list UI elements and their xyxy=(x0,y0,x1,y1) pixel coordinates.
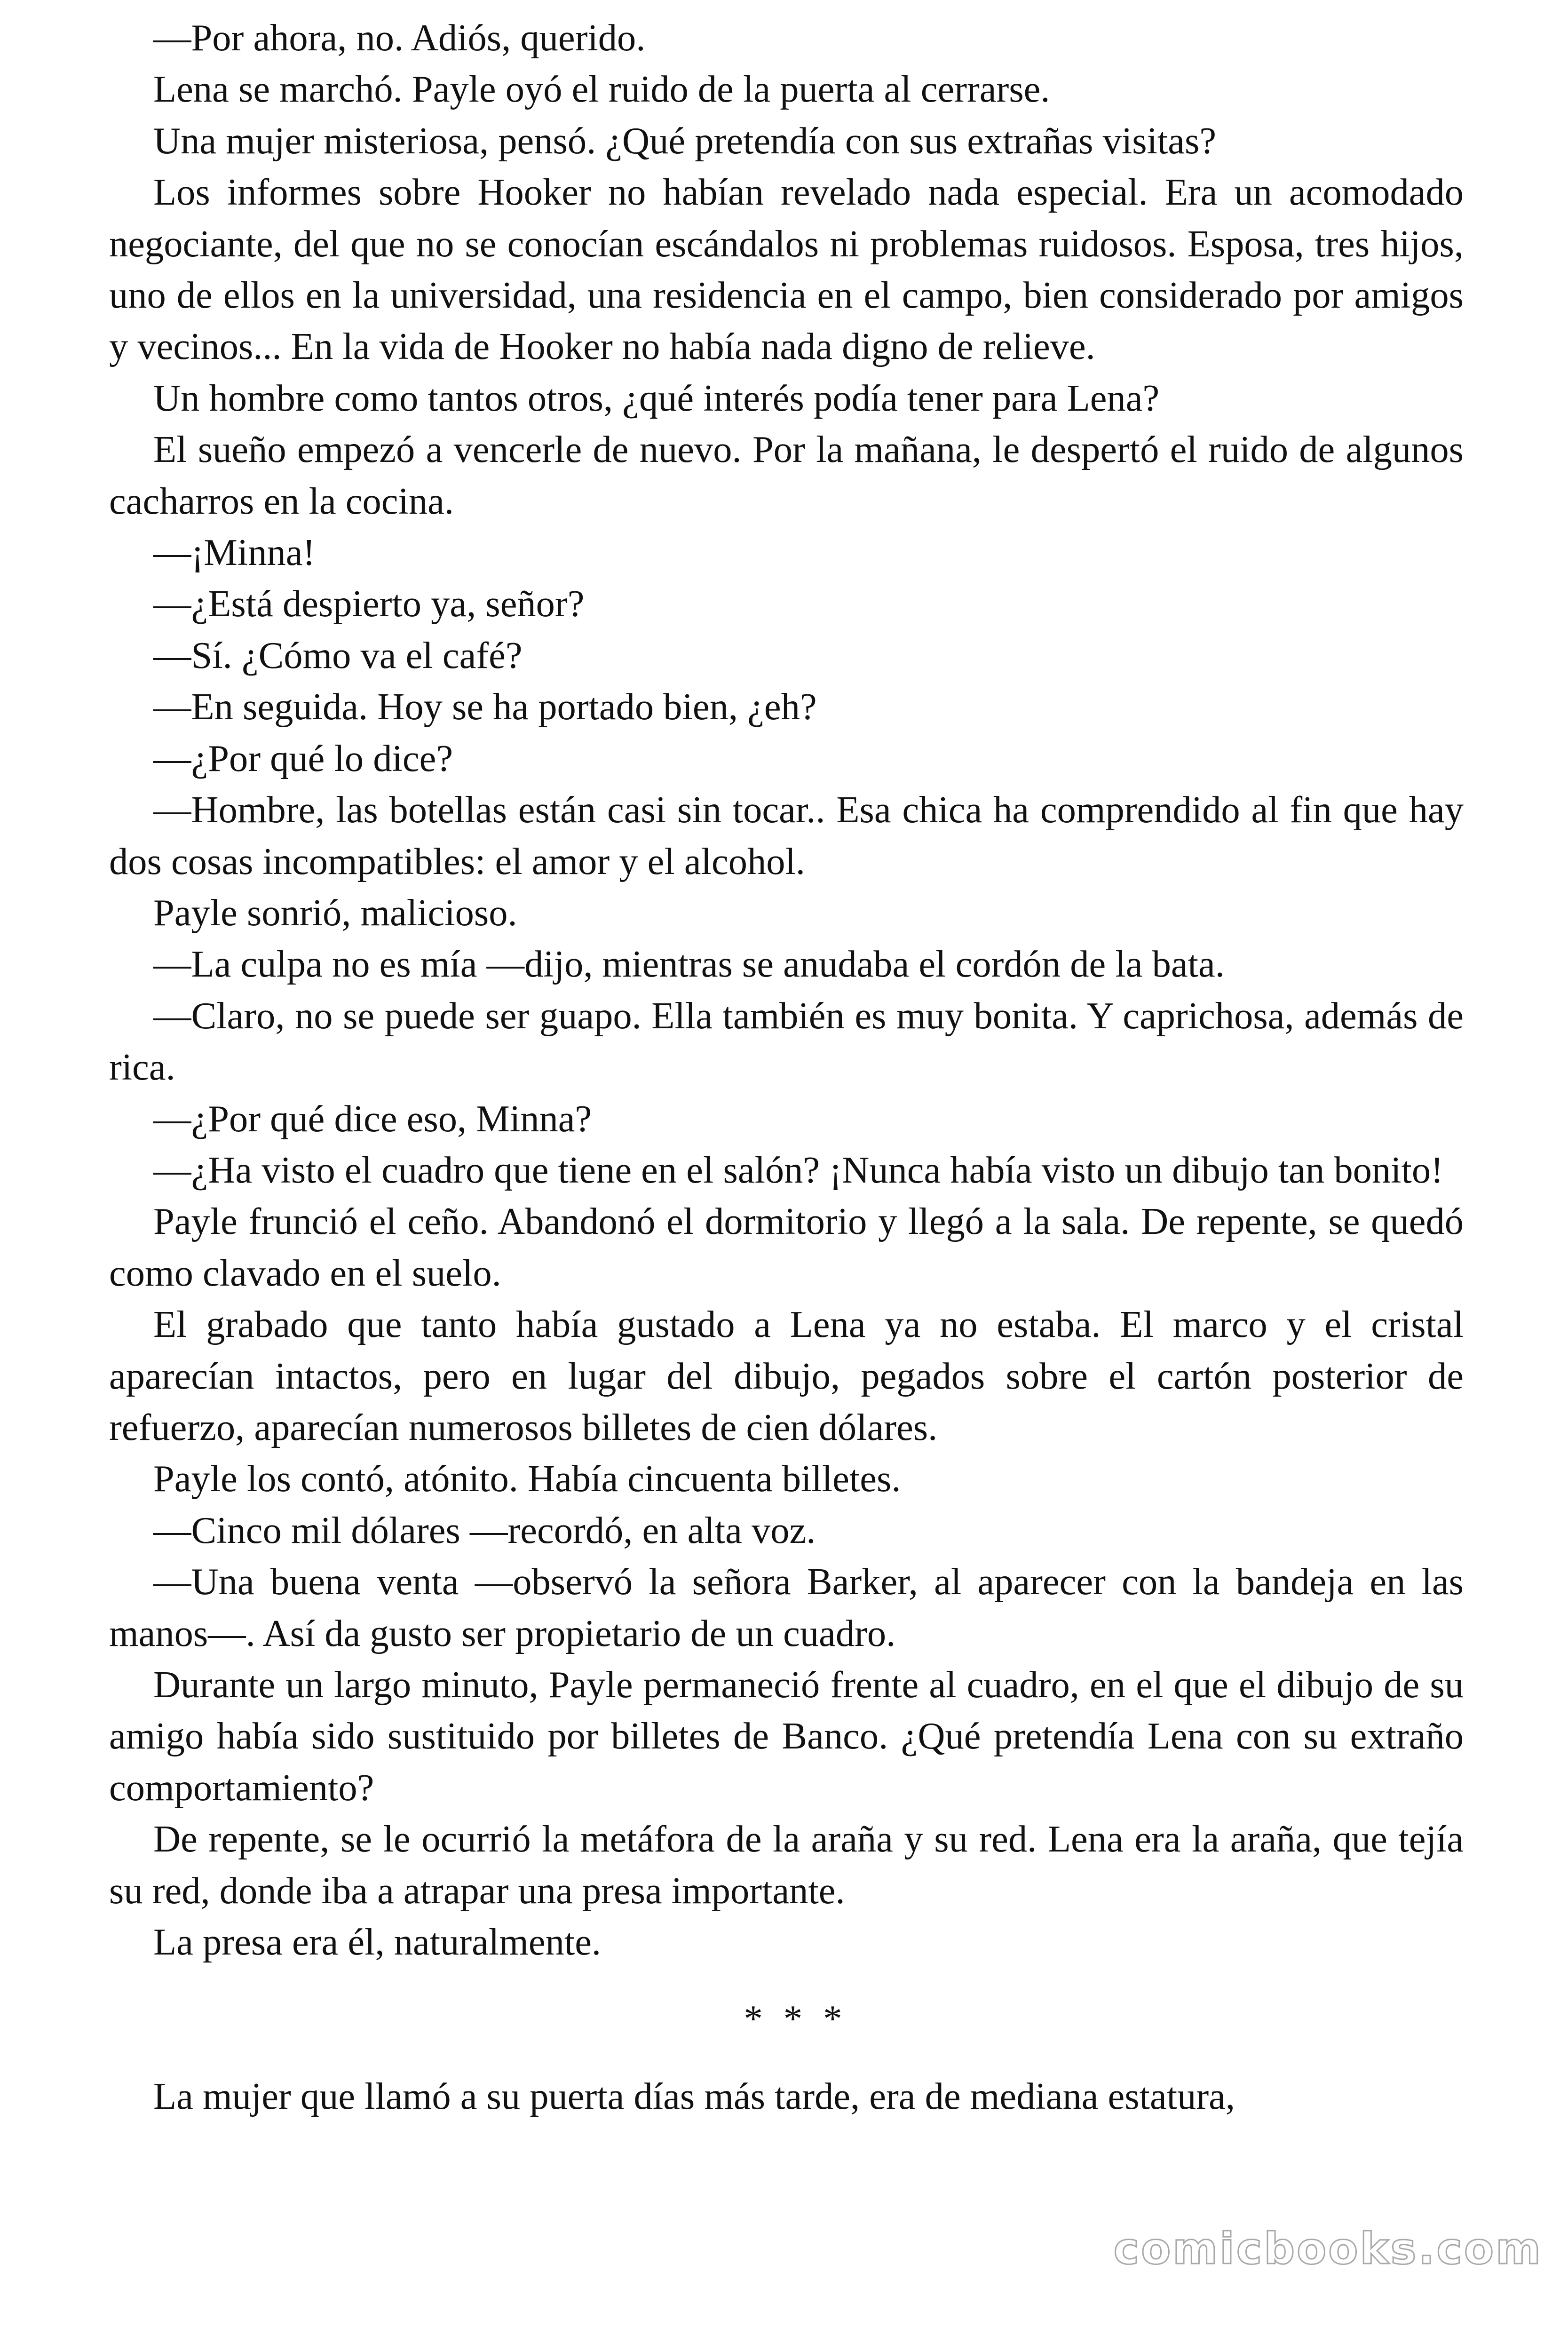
paragraph: —En seguida. Hoy se ha portado bien, ¿eh? xyxy=(153,686,817,728)
paragraph: Durante un largo minuto, Payle permaneció frente al cuadro, en el que el dibujo de su amigo había sido sustituido por billetes de Banco. ¿Qué pretendía Lena con su extraño comportamiento? xyxy=(109,1664,1464,1809)
paragraph: Payle los contó, atónito. Había cincuenta billetes. xyxy=(153,1458,901,1500)
paragraph: Payle sonrió, malicioso. xyxy=(153,891,517,934)
paragraph: Payle frunció el ceño. Abandonó el dormitorio y llegó a la sala. De repente, se quedó como clavado en el suelo. xyxy=(109,1200,1464,1294)
paragraph: El sueño empezó a vencerle de nuevo. Por la mañana, le despertó el ruido de algunos cacharros en la cocina. xyxy=(109,429,1464,522)
paragraph: El grabado que tanto había gustado a Lena ya no estaba. El marco y el cristal aparecían intactos, pero en lugar del dibujo, pegados sobre el cartón posterior de refuerzo, aparecían numerosos billetes de cien dólares. xyxy=(109,1303,1464,1448)
paragraph: —Cinco mil dólares —recordó, en alta voz. xyxy=(153,1509,816,1551)
page-text xyxy=(109,12,1464,2122)
paragraph: —Hombre, las botellas están casi sin tocar.. Esa chica ha comprendido al fin que hay dos cosas incompatibles: el amor y el alcohol. xyxy=(109,789,1464,882)
paragraph: La mujer que llamó a su puerta días más tarde, era de mediana estatura, xyxy=(153,2075,1235,2118)
paragraph: Un hombre como tantos otros, ¿qué interés podía tener para Lena? xyxy=(153,377,1160,419)
paragraph: —¡Minna! xyxy=(153,532,316,574)
paragraph: —¿Ha visto el cuadro que tiene en el salón? ¡Nunca había visto un dibujo tan bonito! xyxy=(153,1149,1443,1191)
paragraph: —Sí. ¿Cómo va el café? xyxy=(153,634,523,676)
paragraph: De repente, se le ocurrió la metáfora de la araña y su red. Lena era la araña, que tejía su red, donde iba a atrapar una presa importante. xyxy=(109,1818,1464,1912)
section-separator: * * * xyxy=(744,1998,848,2040)
watermark-text: comicbooks.com xyxy=(1113,2224,1543,2274)
paragraph: Una mujer misteriosa, pensó. ¿Qué pretendía con sus extrañas visitas? xyxy=(153,119,1217,162)
paragraph: La presa era él, naturalmente. xyxy=(153,1921,602,1963)
paragraph: —¿Está despierto ya, señor? xyxy=(153,583,585,625)
paragraph: Los informes sobre Hooker no habían revelado nada especial. Era un acomodado negociante, del que no se conocían escándalos ni problemas ruidosos. Esposa, tres hijos, uno de ellos en la universidad, una residencia en el campo, bien considerado por amigos y vecinos... En la vida de Hooker no había nada digno de relieve. xyxy=(109,171,1464,368)
paragraph: —Claro, no se puede ser guapo. Ella también es muy bonita. Y caprichosa, además de rica. xyxy=(109,994,1464,1089)
paragraph: —¿Por qué lo dice? xyxy=(153,737,453,779)
paragraph: Lena se marchó. Payle oyó el ruido de la puerta al cerrarse. xyxy=(153,68,1050,111)
paragraph: —¿Por qué dice eso, Minna? xyxy=(153,1097,592,1140)
paragraph: —Una buena venta —observó la señora Barker, al aparecer con la bandeja en las manos—. Así da gusto ser propietario de un cuadro. xyxy=(109,1561,1464,1654)
paragraph: —La culpa no es mía —dijo, mientras se anudaba el cordón de la bata. xyxy=(153,943,1225,985)
paragraph: —Por ahora, no. Adiós, querido. xyxy=(153,17,646,59)
